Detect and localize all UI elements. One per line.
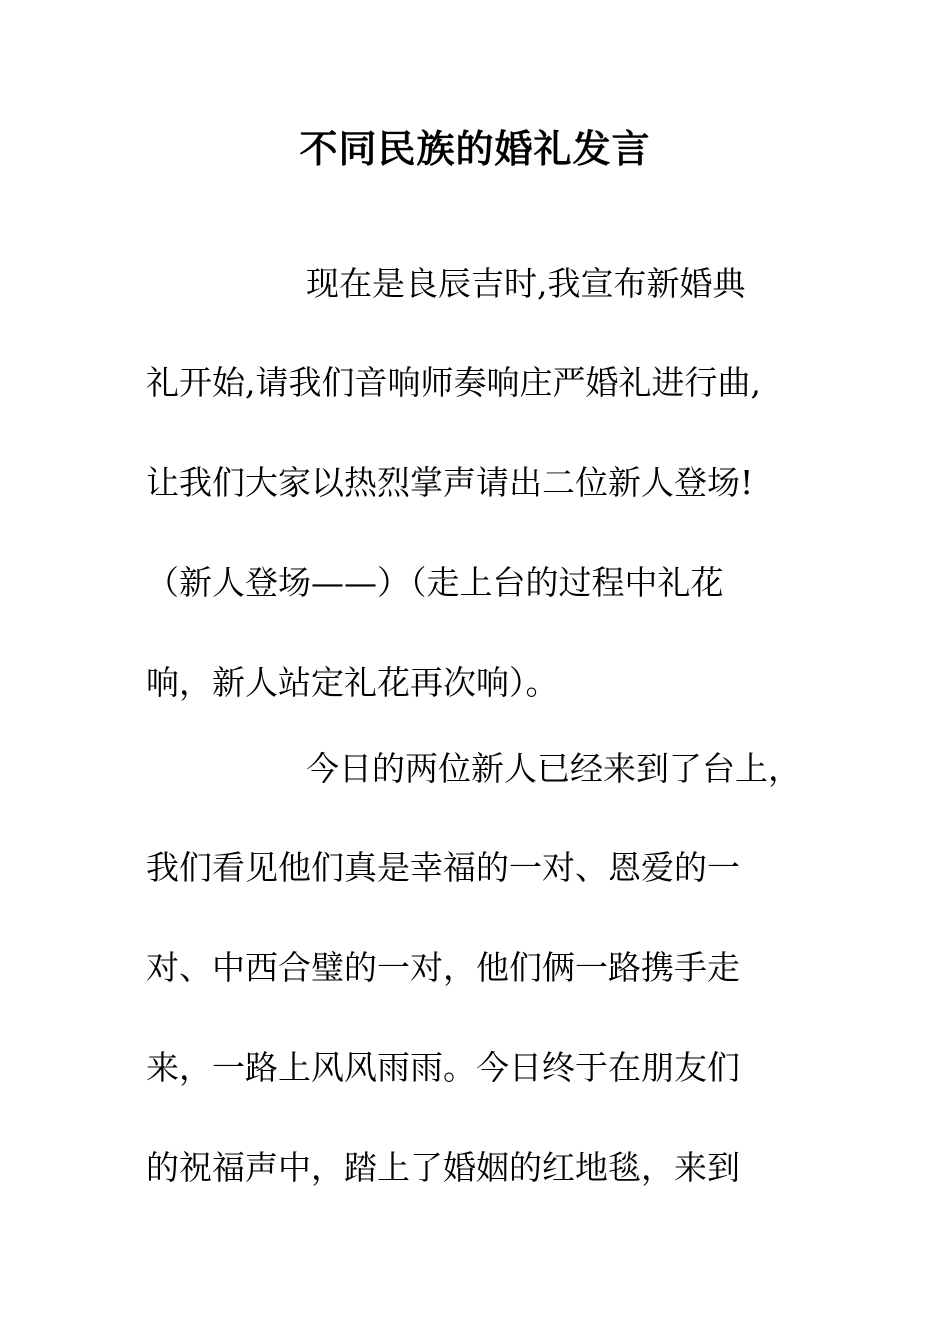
paragraph-line: 今日的两位新人已经来到了台上，	[306, 749, 801, 788]
paragraph-line: 对、中西合璧的一对，他们俩一路携手走	[146, 948, 740, 987]
paragraph-line: 来，一路上风风雨雨。今日终于在朋友们	[146, 1048, 740, 1087]
document-title: 不同民族的婚礼发言	[299, 127, 651, 171]
paragraph-line: 响，新人站定礼花再次响）。	[146, 663, 559, 702]
paragraph-line: （新人登场——）（走上台的过程中礼花	[146, 563, 724, 602]
paragraph-line: 现在是良辰吉时,我宣布新婚典	[306, 264, 746, 303]
paragraph-line: 礼开始,请我们音响师奏响庄严婚礼进行曲,	[146, 363, 761, 402]
paragraph-line: 让我们大家以热烈掌声请出二位新人登场!	[146, 463, 754, 502]
paragraph-line: 我们看见他们真是幸福的一对、恩爱的一	[146, 848, 740, 887]
paragraph-line: 的祝福声中，踏上了婚姻的红地毯，来到	[146, 1148, 740, 1187]
